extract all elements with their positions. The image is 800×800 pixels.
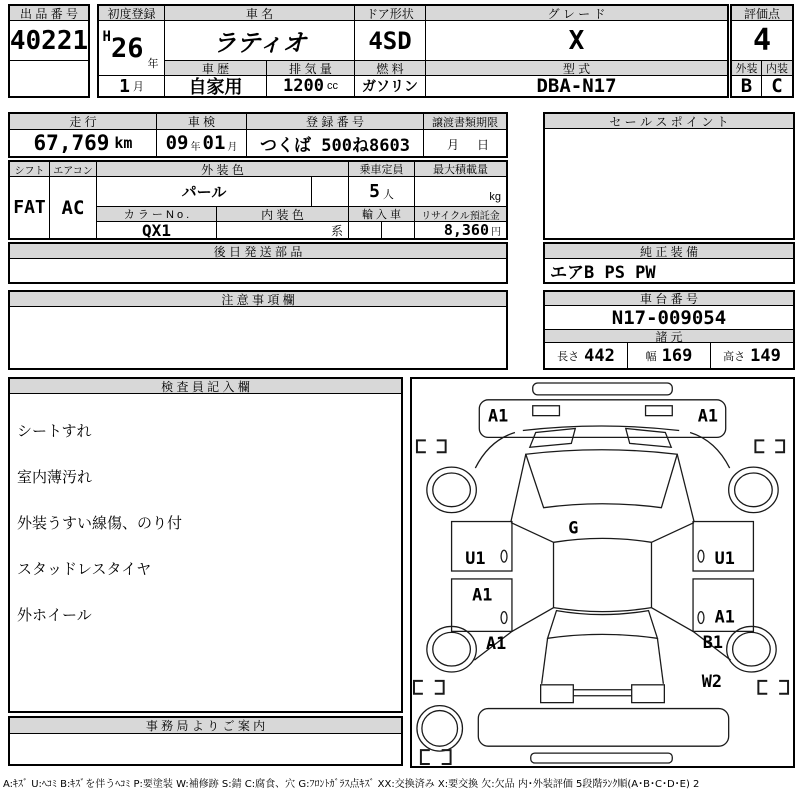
rear-plate [531,753,673,763]
door-shape-value: 4SD [355,21,426,61]
year-unit: 年 [147,58,159,70]
equipment-label: 純 正 装 備 [545,244,793,259]
wheel-front-left-inner [433,473,471,507]
auction-number-label: 出 品 番 号 [10,6,88,21]
car-name-label: 車 名 [165,6,355,21]
exterior-grade-value: B [732,76,762,96]
sill-right [651,523,694,543]
inspection-value [157,130,247,156]
exterior-color-label: 外 装 色 [97,162,349,177]
caution-value [10,307,506,368]
front-plate [533,383,673,395]
quarter-bracket-left [414,681,444,694]
wheel-front-right [729,467,778,513]
chassis-block [543,290,795,370]
damage-marker: A1 [472,584,493,605]
interior-color-suffix: 系 [217,222,349,238]
a-pillar-left [511,454,526,521]
inspector-notes [10,394,401,711]
roof-front [554,538,652,542]
color-no-value: QX1 [97,222,217,238]
later-parts-value [10,259,506,282]
inspector-label: 検 査 員 記 入 欄 [10,379,401,394]
caution-label: 注 意 事 項 欄 [10,292,506,307]
inspector-note-line: 室内薄汚れ [17,469,93,486]
hood-edge [523,426,679,430]
damage-marker: A1 [714,606,735,627]
inspection-month: 01 [202,132,226,154]
wheel-rear-right-inner [733,632,771,666]
displacement-number: 1200 [283,76,324,96]
model-code-label: 型 式 [426,61,727,76]
width-label: 幅 [645,350,657,363]
recycle-deposit-label: リサイクル預託金 [415,207,506,222]
era-letter: H [102,29,111,45]
aircon-value: AC [50,177,97,238]
roof-rear [554,608,652,612]
quarter-bracket-right [758,681,788,694]
damage-marker: G [568,517,579,538]
damage-marker: B1 [702,632,723,653]
mirror-bracket-right [755,440,784,452]
history-label: 車 歴 [165,61,267,76]
sill-left [511,523,554,543]
score-value: 4 [732,21,792,61]
inspection-year-unit: 年 [190,142,201,153]
handle-rear-left [501,612,507,624]
chassis-label: 車 台 番 号 [545,292,793,306]
length-value: 442 [584,345,615,366]
era-year: 26 [110,32,144,64]
front-grille-slot-left [533,406,560,416]
transfer-docs-label: 譲渡書類期限 [424,114,506,130]
inspector-note-line: 外装うすい線傷、のり付 [17,515,183,532]
tail-light-right [632,685,665,703]
shift-label: シフト [10,162,50,177]
car-diagram-block [410,377,795,768]
color-no-label: カ ラ ー N o . [97,207,217,222]
interior-color-label: 内 装 色 [217,207,349,222]
inspector-note-line: スタッドレスタイヤ [17,561,152,578]
rear-window [548,611,658,639]
c-pillar-right [651,608,693,632]
mirror-bracket-left [417,440,446,452]
import-cell-right [382,222,415,238]
first-registration-month [99,76,165,96]
front-bumper [479,400,725,438]
wheel-front-left [427,467,476,513]
damage-marker: A1 [487,405,509,426]
shift-value: FAT [10,177,50,238]
spec-length [545,343,628,368]
aircon-label: エアコン [50,162,97,177]
trunk-side-left [542,638,548,684]
height-value: 149 [750,345,781,366]
displacement-value [267,76,355,96]
office-notice-label: 事 務 局 よ り ご 案 内 [10,718,401,734]
history-value: 自家用 [165,76,267,96]
transfer-month-unit: 月 [446,138,459,152]
transfer-day-unit: 日 [476,138,489,152]
later-parts-label: 後 日 発 送 部 品 [10,244,506,259]
auction-number-block [8,4,90,98]
windshield [526,450,677,508]
sales-point-block [543,112,795,240]
mileage-label: 走 行 [10,114,157,130]
recycle-deposit-value [415,222,506,238]
inspector-note-line: シートすれ [17,423,92,440]
capacity-number: 5 [369,181,380,202]
inspection-month-unit: 月 [227,142,238,153]
model-code-value: DBA-N17 [536,76,617,96]
length-label: 長さ [557,350,580,363]
spec-width [628,343,711,368]
auction-number-empty-cell [10,61,88,96]
damage-marker: A1 [485,633,507,654]
damage-marker: W2 [701,670,722,691]
width-value: 169 [661,345,693,366]
door-shape-label: ドア形状 [355,6,426,21]
registration-label: 登 録 番 号 [247,114,424,130]
vehicle-header-table [97,4,729,98]
fuel-value: ガソリン [355,76,426,96]
equipment-block [543,242,795,284]
mileage-unit: km [114,134,133,152]
damage-code-legend: A:ｷｽﾞ U:ﾍｺﾐ B:ｷｽﾞを伴うﾍｺﾐ P:要塗装 W:補修跡 S:錆 C:腐食、穴 G:ﾌﾛﾝﾄｶﾞﾗｽ点ｷｽﾞ XX:交換済み X:要交換 欠:欠品 内･外装評価 5段階ﾗﾝｸ順(A･B･C･D･E) 2 [3,779,700,790]
inspector-block [8,377,403,713]
interior-grade-value: C [771,76,783,96]
spare-tire-outer [417,706,463,752]
damage-marker: U1 [465,548,486,569]
capacity-label: 乗車定員 [349,162,415,177]
recycle-fee: 8,360 [443,222,489,238]
inspection-year: 09 [165,132,189,154]
tail-light-left [541,685,574,703]
office-notice-value [10,734,401,764]
import-label: 輸 入 車 [349,207,415,222]
sales-point-label: セ ー ル ス ポ イ ン ト [545,114,793,129]
displacement-label: 排 気 量 [267,61,355,76]
equipment-value: エアB PS PW [550,263,656,282]
month-value: 1 [119,76,130,96]
inspection-label: 車 検 [157,114,247,130]
first-registration-label: 初度登録 [99,6,165,21]
inspector-note-line: 外ホイール [17,607,92,624]
front-grille-slot-right [646,406,673,416]
recycle-unit: 円 [491,226,501,238]
spec-height [711,343,793,368]
capacity-unit: 人 [382,189,394,201]
office-notice-block [8,716,403,766]
rear-bumper [478,709,728,747]
rear-corner-bracket-left [421,750,451,764]
mileage-value [10,130,157,156]
caution-block [8,290,508,370]
car-name-value: ラティオ [165,21,355,61]
grade-value: X [426,21,727,61]
grade-label: グ レ ー ド [426,6,727,21]
a-pillar-right [677,454,694,521]
import-cell-left [349,222,382,238]
specs-label: 諸 元 [545,330,793,343]
wheel-rear-right [727,626,776,672]
exterior-color-value: パール [97,177,312,207]
exterior-color-empty-cell [312,177,349,207]
wheel-rear-left-inner [433,632,471,666]
c-pillar-left [512,608,554,632]
registration-value: つくば 500ね8603 [247,130,424,156]
max-load-value: kg [415,177,506,207]
damage-marker: U1 [714,548,735,569]
wheel-rear-left [427,626,476,672]
later-parts-block [8,242,508,284]
displacement-unit: cc [326,80,338,92]
interior-grade-label: 内装 [762,61,792,76]
trunk-side-right [657,638,663,684]
mileage-number: 67,769 [33,131,110,155]
chassis-value: N17-009054 [545,306,793,330]
mileage-row [8,112,508,158]
height-label: 高さ [723,350,746,363]
capacity-value [349,177,415,207]
car-top-view-diagram [412,379,793,766]
fuel-label: 燃 料 [355,61,426,76]
sales-point-value [545,129,793,238]
month-unit: 月 [132,81,144,93]
exterior-grade-label: 外装 [732,61,762,76]
spare-tire-inner [422,711,458,747]
wheel-front-right-inner [735,473,773,507]
max-load-label: 最大積載量 [415,162,506,177]
handle-front-left [501,550,507,562]
score-block [730,4,794,98]
transfer-docs-value [424,130,506,156]
color-capacity-block [8,160,508,240]
first-registration-year [99,21,165,76]
handle-rear-right [698,612,704,624]
handle-front-right [698,550,704,562]
damage-marker: A1 [697,405,719,426]
auction-number-value: 40221 [10,21,88,61]
score-label: 評価点 [732,6,792,21]
